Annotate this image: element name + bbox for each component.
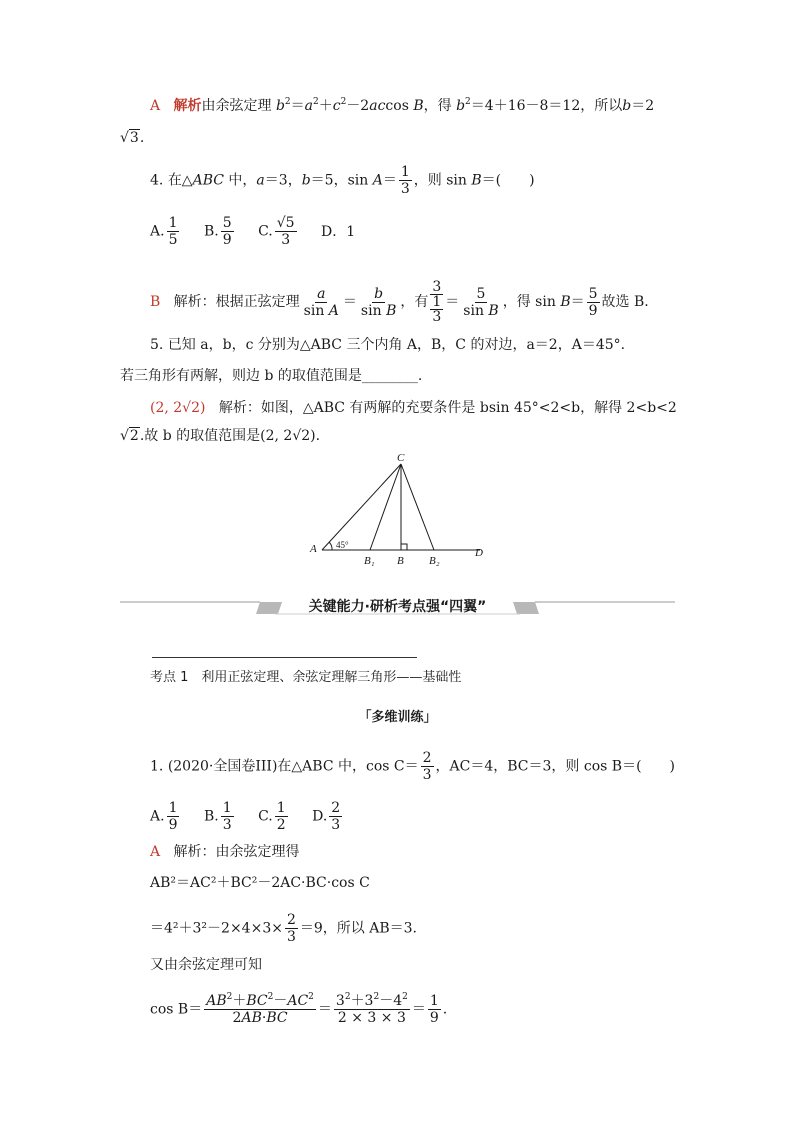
side-ac bbox=[322, 464, 401, 550]
p1-sol-5a: cos B＝ bbox=[150, 1001, 203, 1018]
p1-stem-tail: ，AC＝4，BC＝3，则 cos B＝( ) bbox=[435, 758, 675, 775]
p1-option-b: B. $\frac{1}{3}$ bbox=[203, 800, 232, 833]
q5-solution-line1 bbox=[150, 398, 677, 418]
q4-option-b: B. $\frac{5}{9}$ bbox=[203, 215, 232, 248]
q5-solution-line2: √2.故 b 的取值范围是(2, 2√2). bbox=[120, 428, 321, 444]
p1-solution-line2: AB²＝AC²＋BC²－2AC·BC·cos C bbox=[150, 875, 370, 891]
q5-stem-line2: 若三角形有两解，则边 b 的取值范围是________. bbox=[120, 368, 423, 384]
q4-solution: B 解析：根据正弦定理 $\frac{a}{\text{sin A}}$ ＝ $\frac{b}{\text{sin B}}$ ，有 3 1 3 ＝ $\frac{5}{\text{sin B}}$ ，得 sin B＝ $\frac{5}{9}$ 故选 B. bbox=[150, 279, 649, 325]
q4-label: 解析： bbox=[173, 294, 216, 310]
p1-source: (2020·全国卷III)在△ABC 中，cos C＝ bbox=[167, 758, 419, 775]
section-title: 关键能力·研析考点强“四翼” bbox=[308, 599, 487, 615]
q4-sol-d: 故选 B. bbox=[601, 294, 649, 310]
p1-number: 1. bbox=[150, 758, 164, 775]
p1-option-c: C. $\frac{1}{2}$ bbox=[258, 800, 286, 833]
side-cb1 bbox=[370, 464, 401, 550]
p1-option-a: A. $\frac{1}{9}$ bbox=[150, 800, 178, 833]
p1-options bbox=[150, 800, 362, 833]
q5-sol-1: 如图，△ABC 有两解的充要条件是 bsin 45°<2<b，解得 2<b<2 bbox=[260, 400, 677, 416]
q4-stem-b: 中， bbox=[228, 172, 257, 189]
p1-solution-line3: ＝4²＋3²－2×4×3× $\frac{2}{3}$ ＝9，所以 AB＝3. bbox=[150, 912, 417, 945]
q4-answer: B bbox=[150, 294, 161, 310]
label-45: 45° bbox=[336, 540, 349, 550]
p1-label: 解析： bbox=[173, 844, 216, 860]
q5-sol-2: 故 b 的取值范围是(2, 2√2). bbox=[144, 428, 321, 444]
p1-sol-intro: 由余弦定理得 bbox=[215, 844, 300, 860]
p1-stem: 1. (2020·全国卷III)在△ABC 中，cos C＝ $\frac{2}{3}$ ，AC＝4，BC＝3，则 cos B＝( ) bbox=[150, 750, 675, 783]
q3-period: . bbox=[139, 130, 145, 146]
topic-tag: ——基础性 bbox=[396, 670, 462, 685]
triangle-figure bbox=[300, 450, 500, 570]
q5-number: 5. bbox=[150, 337, 164, 353]
q3-text: 由余弦定理 bbox=[201, 98, 272, 114]
p1-solution-intro bbox=[150, 842, 299, 862]
q4-option-a: A. $\frac{1}{5}$ bbox=[150, 215, 178, 248]
p1-solution-line5: cos B＝ $\frac{AB^2+BC^2-AC^2}{2AB\cdot BC}$ ＝ $\frac{3^2+3^2-4^2}{2 \times 3 \times 3}$ ＝ $\frac{1}{9}$ . bbox=[150, 992, 448, 1026]
q4-stem: 4. 在△ABC 中，a＝3，b＝5，sin A＝ $\frac{1}{3}$ ，则 sin B＝( ) bbox=[150, 164, 535, 197]
q5-stem-line1 bbox=[150, 335, 625, 355]
topic-title: 考点 1 利用正弦定理、余弦定理解三角形 bbox=[150, 670, 397, 685]
sqrt-3: √3 bbox=[120, 130, 139, 146]
training-label: 「多维训练」 bbox=[358, 710, 437, 725]
q4-sol-c: ，得 sin bbox=[502, 294, 556, 310]
q3-solution-line1: A 解析由余弦定理 $b^2=a^2+c^2-2accos$ B，得 $b^2=4+16-8=12$，所以b＝2 bbox=[150, 97, 655, 114]
topic-heading bbox=[150, 668, 461, 688]
p1-sol-5b: ＝ bbox=[317, 1001, 332, 1018]
q4-sol-b: ，有 bbox=[400, 294, 429, 310]
q4-stem-c: ，则 sin bbox=[413, 172, 472, 189]
q3-end: ，所以 bbox=[580, 98, 623, 114]
q4-option-c: C. $\frac{√5}{3}$ bbox=[258, 215, 295, 248]
p1-sol-3b: ＝9，所以 AB＝3. bbox=[299, 920, 417, 937]
q4-stem-end: ＝( ) bbox=[481, 172, 535, 189]
p1-sol-3a: ＝4²＋3²－2×4×3× bbox=[150, 920, 283, 937]
label-b: B bbox=[397, 555, 404, 567]
label-b2: B₂ bbox=[429, 555, 440, 567]
label-c: C bbox=[397, 452, 405, 464]
q3-answer: A bbox=[150, 98, 161, 114]
q5-answer: (2, 2√2) bbox=[150, 400, 206, 416]
q4-number: 4. bbox=[150, 172, 164, 189]
q5-label: 解析： bbox=[218, 400, 261, 416]
side-cb2 bbox=[401, 464, 434, 550]
p1-answer: A bbox=[150, 844, 161, 860]
q3-tail: ，得 bbox=[423, 98, 452, 114]
right-angle-mark bbox=[401, 544, 407, 550]
p1-sol-5d: . bbox=[442, 1001, 448, 1018]
p1-solution-line4: 又由余弦定理可知 bbox=[150, 957, 262, 973]
q4-option-d: D．1 bbox=[321, 223, 356, 240]
frac-1-3: $\frac{1}{3}$ bbox=[400, 164, 410, 197]
q3-label: 解析 bbox=[173, 98, 202, 114]
p1-sol-5c: ＝ bbox=[411, 1001, 426, 1018]
divider bbox=[152, 657, 417, 658]
section-header bbox=[120, 596, 675, 618]
q5-stem-1: 已知 a，b，c 分别为△ABC 三个内角 A，B，C 的对边，a＝2，A＝45°. bbox=[167, 337, 626, 353]
label-d: D bbox=[475, 547, 483, 559]
p1-option-d: D. $\frac{2}{3}$ bbox=[312, 800, 341, 833]
q4-options bbox=[150, 215, 373, 248]
label-b1: B₁ bbox=[364, 555, 375, 567]
q3-solution-line2 bbox=[120, 128, 144, 148]
angle-arc bbox=[329, 542, 332, 550]
q4-sol-a: 根据正弦定理 bbox=[215, 294, 300, 310]
q4-stem-a: 在△ bbox=[167, 172, 193, 189]
label-a: A bbox=[310, 543, 317, 555]
